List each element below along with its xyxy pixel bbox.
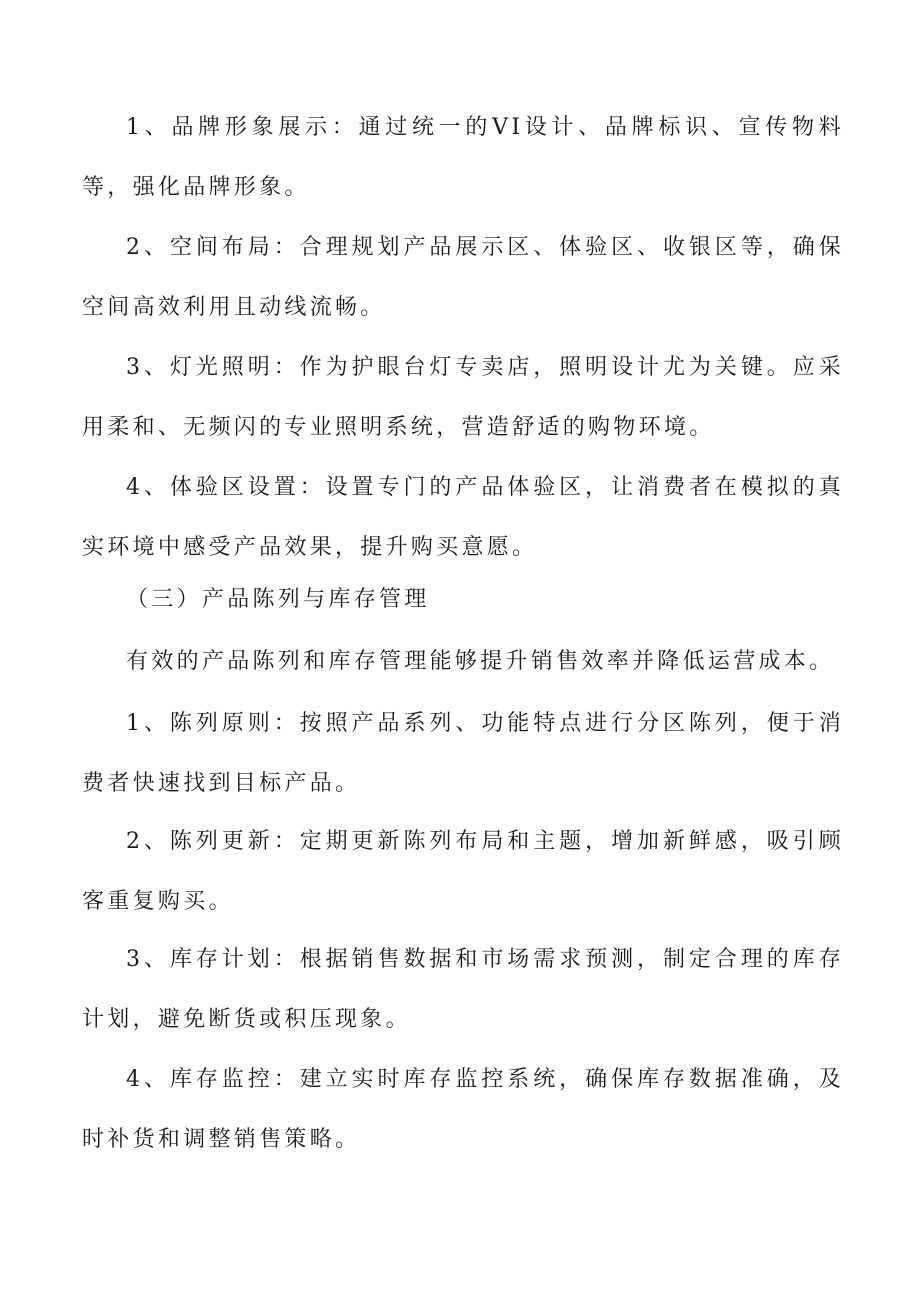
section-heading: （三）产品陈列与库存管理 (126, 587, 430, 612)
paragraph-display-update: 2、陈列更新：定期更新陈列布局和主题，增加新鲜感，吸引顾客重复购买。 (82, 829, 844, 914)
paragraph-experience-zone: 4、体验区设置：设置专门的产品体验区，让消费者在模拟的真实环境中感受产品效果，提升购买意愿。 (82, 475, 844, 560)
paragraph-display-principle: 1、陈列原则：按照产品系列、功能特点进行分区陈列，便于消费者快速找到目标产品。 (82, 711, 844, 796)
paragraph-space-layout: 2、空间布局：合理规划产品展示区、体验区、收银区等，确保空间高效利用且动线流畅。 (82, 235, 844, 320)
paragraph-lighting: 3、灯光照明：作为护眼台灯专卖店，照明设计尤为关键。应采用柔和、无频闪的专业照明系统，营造舒适的购物环境。 (82, 355, 844, 440)
section-intro: 有效的产品陈列和库存管理能够提升销售效率并降低运营成本。 (126, 649, 835, 674)
paragraph-inventory-plan: 3、库存计划：根据销售数据和市场需求预测，制定合理的库存计划，避免断货或积压现象。 (82, 947, 844, 1032)
paragraph-inventory-monitor: 4、库存监控：建立实时库存监控系统，确保库存数据准确，及时补货和调整销售策略。 (82, 1067, 844, 1152)
paragraph-brand-image: 1、品牌形象展示：通过统一的VI设计、品牌标识、宣传物料等，强化品牌形象。 (82, 115, 844, 200)
